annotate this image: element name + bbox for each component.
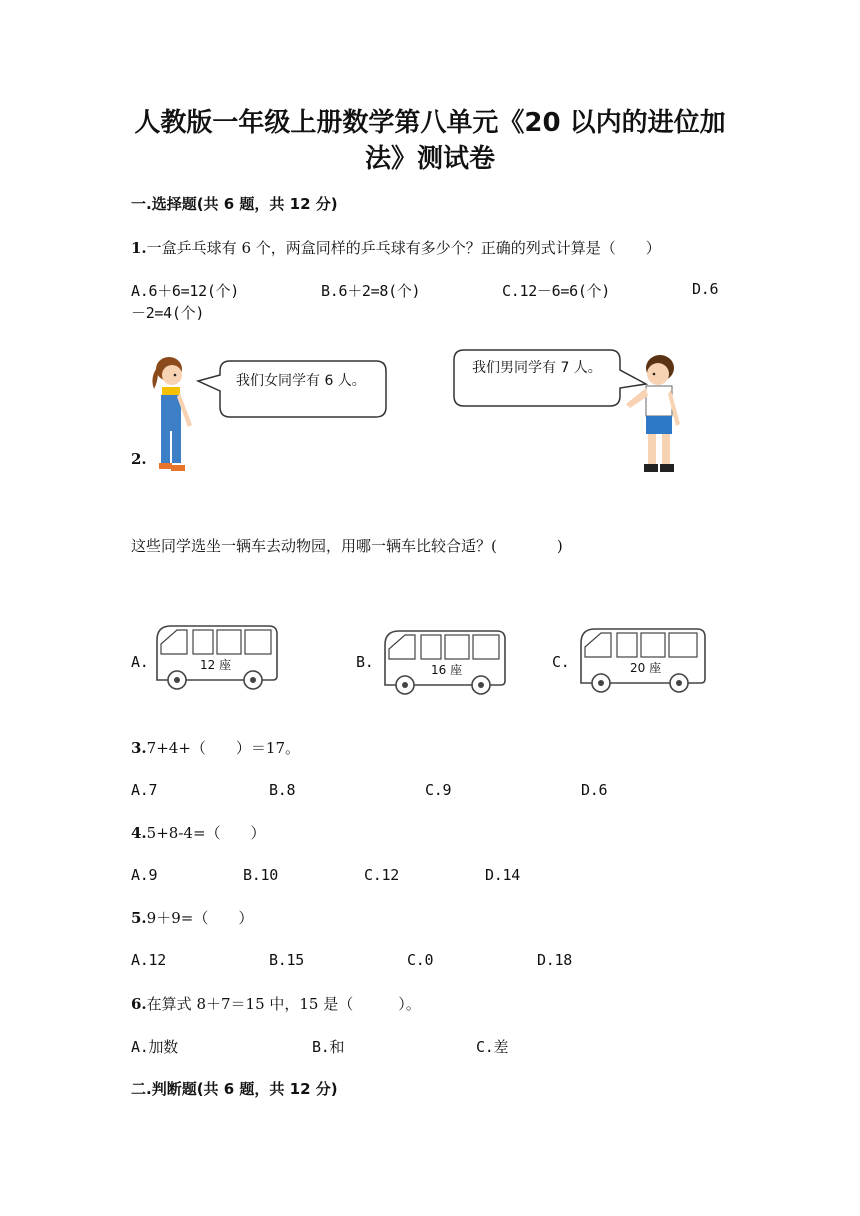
section-heading-judgement: 二.判断题(共 6 题，共 12 分)	[131, 1080, 338, 1098]
q1-option-d-continued: －2=4(个)	[131, 304, 205, 322]
q4-option-c: C.12	[364, 866, 399, 884]
question-number: 4.	[131, 824, 147, 842]
q5-option-d: D.18	[537, 951, 572, 969]
question-number: 5.	[131, 909, 147, 927]
boy-speech-bubble	[452, 346, 648, 410]
q3-option-b: B.8	[269, 781, 296, 799]
page-title-line-1: 人教版一年级上册数学第八单元《20 以内的进位加	[134, 108, 726, 138]
bus-12-seats-label: 12 座	[200, 658, 232, 672]
question-4	[131, 822, 266, 843]
q4-option-b: B.10	[243, 866, 278, 884]
boy-speech-text: 我们男同学有 7 人。	[472, 360, 602, 376]
q3-option-a: A.7	[131, 781, 158, 799]
q2-option-a: A.	[131, 653, 149, 671]
q5-option-b: B.15	[269, 951, 304, 969]
q5-option-c: C.0	[407, 951, 434, 969]
question-number: 6.	[131, 995, 147, 1013]
girl-illustration	[146, 355, 202, 477]
bus-16-seats-label: 16 座	[431, 663, 463, 677]
question-text: 9＋9=（ ）	[146, 909, 254, 927]
q3-option-c: C.9	[425, 781, 452, 799]
page-title-line-2: 法》测试卷	[364, 144, 495, 174]
question-5	[131, 907, 253, 928]
section-heading-choice: 一.选择题(共 6 题，共 12 分)	[131, 195, 338, 213]
q1-option-a: A.6＋6=12(个)	[131, 282, 239, 300]
question-text: 7+4+（ ）＝17。	[146, 739, 300, 757]
question-6	[131, 993, 421, 1014]
question-2-text: 这些同学选坐一辆车去动物园，用哪一辆车比较合适？( )	[131, 537, 563, 555]
q6-option-a: A.加数	[131, 1038, 178, 1056]
question-text: 一盒乒乓球有 6 个，两盒同样的乒乓球有多少个？正确的列式计算是（ ）	[146, 239, 661, 257]
bus-20-seats-label: 20 座	[630, 661, 662, 675]
question-1	[131, 237, 661, 258]
q4-option-d: D.14	[485, 866, 520, 884]
boy-illustration	[620, 352, 688, 480]
q4-option-a: A.9	[131, 866, 158, 884]
q2-option-b: B.	[356, 653, 374, 671]
q6-option-b: B.和	[312, 1038, 345, 1056]
q1-option-d: D.6	[692, 280, 719, 298]
question-text: 5+8-4=（ ）	[146, 824, 266, 842]
question-text: 在算式 8＋7＝15 中，15 是（ ）。	[146, 995, 421, 1013]
question-number: 1.	[131, 239, 147, 257]
question-3	[131, 737, 300, 758]
question-number: 3.	[131, 739, 147, 757]
q5-option-a: A.12	[131, 951, 166, 969]
girl-speech-text: 我们女同学有 6 人。	[236, 373, 366, 389]
q1-option-b: B.6＋2=8(个)	[321, 282, 421, 300]
q1-option-c: C.12－6=6(个)	[502, 282, 610, 300]
q2-option-c: C.	[552, 653, 570, 671]
q6-option-c: C.差	[476, 1038, 509, 1056]
q3-option-d: D.6	[581, 781, 608, 799]
question-number: 2.	[131, 450, 147, 468]
question-2	[131, 450, 147, 468]
